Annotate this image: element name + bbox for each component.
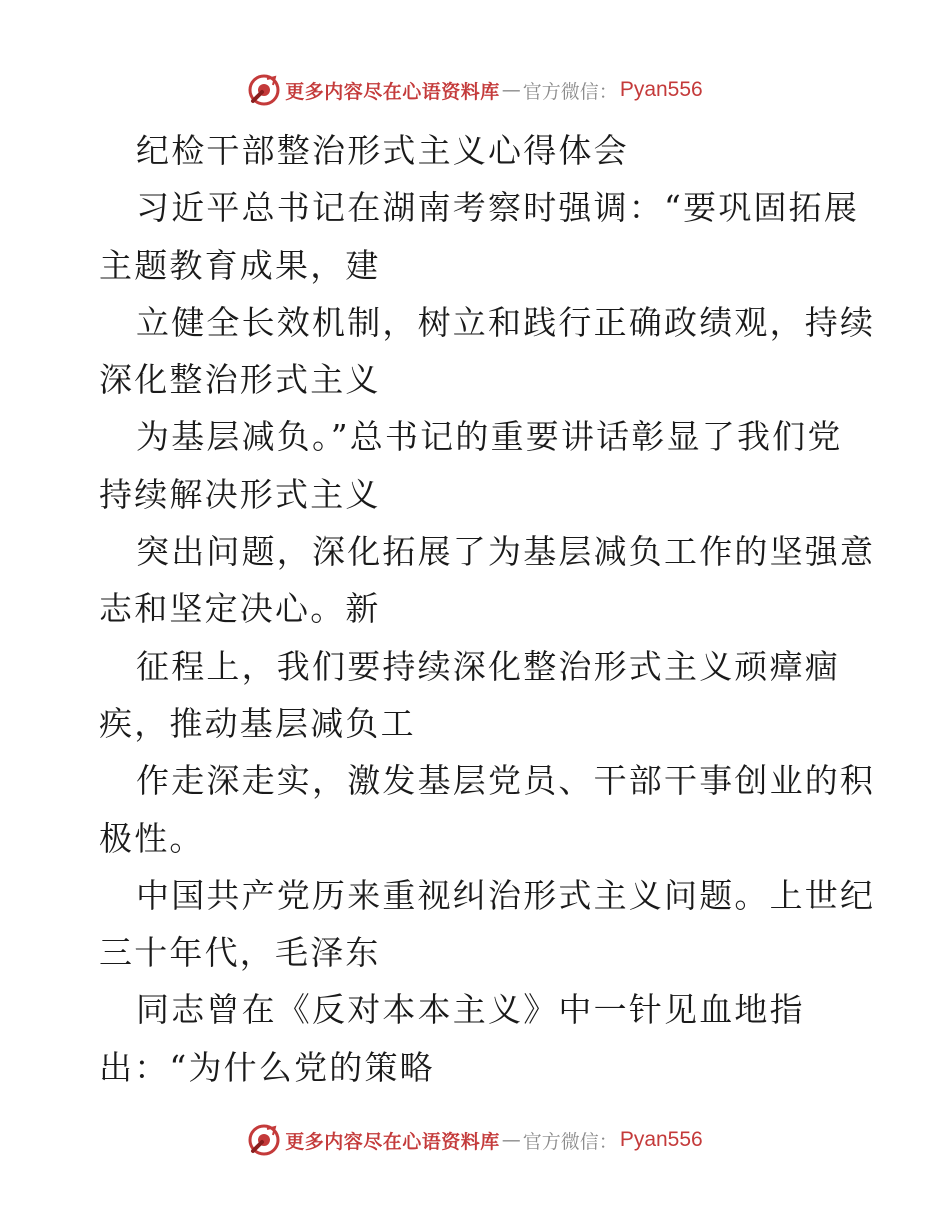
text-line: 中国共产党历来重视纠治形式主义问题。上世纪 xyxy=(136,875,876,915)
text-line: 三十年代，毛泽东 xyxy=(99,933,381,973)
banner-separator: — xyxy=(501,79,521,101)
text-line: 志和坚定决心。新 xyxy=(99,589,381,629)
banner-wechat-label: 官方微信： xyxy=(522,80,618,103)
text-line: 深化整治形式主义 xyxy=(99,360,381,400)
text-line: 同志曾在《反对本本主义》中一针见血地指 xyxy=(136,990,805,1030)
text-line: 征程上，我们要持续深化整治形式主义顽瘴痼 xyxy=(136,646,840,686)
text-line: 习近平总书记在湖南考察时强调：“要巩固拓展 xyxy=(136,188,860,228)
header-banner xyxy=(0,70,950,110)
text-line: 持续解决形式主义 xyxy=(99,474,381,514)
footer-banner xyxy=(0,1120,950,1160)
text-line: 疾，推动基层减负工 xyxy=(99,703,416,743)
banner-separator: — xyxy=(501,1129,521,1151)
text-line: 主题教育成果，建 xyxy=(99,245,381,285)
banner-main-text: 更多内容尽在心语资料库 xyxy=(285,80,500,103)
banner-main-text: 更多内容尽在心语资料库 xyxy=(285,1130,500,1153)
document-body xyxy=(99,122,876,1096)
banner-wechat-handle: Pyan556 xyxy=(619,78,703,101)
text-line: 作走深走实，激发基层党员、干部干事创业的积 xyxy=(136,761,876,801)
brand-logo-icon xyxy=(247,1123,281,1157)
text-line: 突出问题，深化拓展了为基层减负工作的坚强意 xyxy=(136,532,876,572)
text-line: 立健全长效机制，树立和践行正确政绩观，持续 xyxy=(136,302,876,342)
brand-logo-icon xyxy=(247,73,281,107)
text-line: 为基层减负。”总书记的重要讲话彰显了我们党 xyxy=(136,417,843,457)
banner-wechat-handle: Pyan556 xyxy=(619,1128,703,1151)
text-line: 极性。 xyxy=(99,818,205,858)
document-title: 纪检干部整治形式主义心得体会 xyxy=(136,131,629,170)
text-line: 出：“为什么党的策略 xyxy=(99,1047,435,1087)
banner-wechat-label: 官方微信： xyxy=(522,1130,618,1153)
